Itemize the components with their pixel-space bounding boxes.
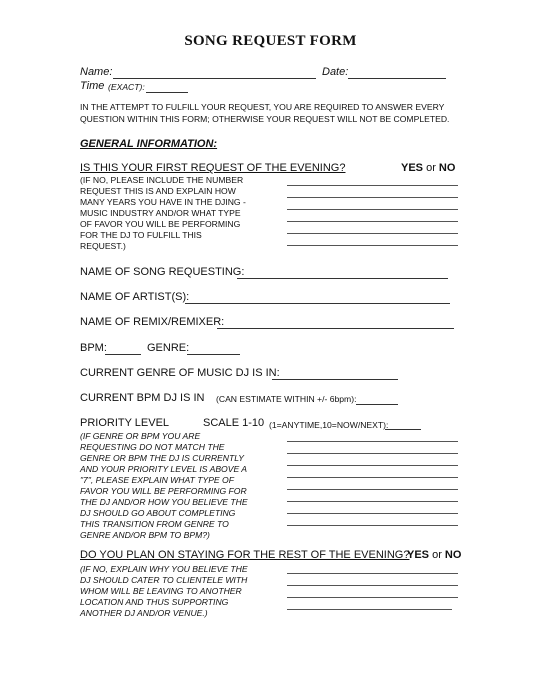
- note-line: THIS TRANSITION FROM GENRE TO: [80, 519, 229, 529]
- no-option[interactable]: NO: [444, 549, 462, 561]
- note-line: AND YOUR PRIORITY LEVEL IS ABOVE A: [80, 464, 247, 474]
- priority-answer-line[interactable]: [287, 441, 458, 442]
- first-request-answer-line[interactable]: [287, 185, 458, 186]
- first-request-choice[interactable]: [401, 162, 455, 174]
- stay-note: [80, 564, 280, 619]
- artist-label: NAME OF ARTIST(S):: [80, 291, 190, 303]
- note-line: DJ SHOULD CATER TO CLIENTELE WITH: [80, 575, 248, 585]
- note-line: (IF GENRE OR BPM YOU ARE: [80, 431, 201, 441]
- priority-answer-line[interactable]: [287, 477, 458, 478]
- yes-option[interactable]: YES: [407, 549, 430, 561]
- note-line: REQUEST THIS IS AND EXPLAIN HOW: [80, 186, 236, 196]
- first-request-answer-line[interactable]: [287, 209, 458, 210]
- yes-option[interactable]: YES: [401, 162, 424, 174]
- remix-field[interactable]: [217, 328, 454, 329]
- priority-label: PRIORITY LEVEL: [80, 417, 170, 429]
- note-line: FOR THE DJ TO FULFILL THIS: [80, 230, 202, 240]
- priority-answer-line[interactable]: [287, 525, 458, 526]
- name-field[interactable]: [113, 78, 316, 79]
- song-field[interactable]: [237, 278, 448, 279]
- note-line: MANY YEARS YOU HAVE IN THE DJING -: [80, 197, 246, 207]
- first-request-answer-line[interactable]: [287, 197, 458, 198]
- note-line: (IF NO, EXPLAIN WHY YOU BELIEVE THE: [80, 564, 248, 574]
- song-label: NAME OF SONG REQUESTING:: [80, 266, 245, 278]
- current-genre-field[interactable]: [272, 379, 398, 380]
- genre-field[interactable]: [187, 354, 240, 355]
- bpm-label: BPM:: [80, 342, 107, 354]
- or-text: or: [426, 162, 436, 174]
- priority-answer-line[interactable]: [287, 453, 458, 454]
- time-exact-label: (EXACT):: [108, 82, 145, 92]
- stay-question: DO YOU PLAN ON STAYING FOR THE REST OF THE EVENING?: [80, 549, 410, 561]
- priority-answer-line[interactable]: [287, 489, 458, 490]
- time-label: Time: [80, 80, 105, 92]
- note-line: MUSIC INDUSTRY AND/OR WHAT TYPE: [80, 208, 241, 218]
- stay-choice[interactable]: [407, 549, 461, 561]
- note-line: REQUEST.): [80, 241, 126, 251]
- note-line: (IF NO, PLEASE INCLUDE THE NUMBER: [80, 175, 244, 185]
- stay-answer-line[interactable]: [287, 573, 458, 574]
- scale-note: (1=ANYTIME,10=NOW/NEXT):: [269, 420, 389, 430]
- stay-answer-line[interactable]: [287, 597, 458, 598]
- first-request-answer-line[interactable]: [287, 233, 458, 234]
- note-line: LOCATION AND THUS SUPPORTING: [80, 597, 229, 607]
- stay-answer-line[interactable]: [287, 585, 458, 586]
- remix-label: NAME OF REMIX/REMIXER:: [80, 316, 225, 328]
- intro-line-1: IN THE ATTEMPT TO FULFILL YOUR REQUEST, YOU ARE REQUIRED TO ANSWER EVERY: [80, 102, 445, 112]
- note-line: REQUESTING DO NOT MATCH THE: [80, 442, 225, 452]
- bpm-field[interactable]: [105, 354, 141, 355]
- note-line: ANOTHER DJ AND/OR VENUE.): [80, 608, 208, 618]
- form-title: SONG REQUEST FORM: [184, 33, 357, 49]
- first-request-note: [80, 175, 280, 252]
- note-line: DJ SHOULD GO ABOUT COMPLETING: [80, 508, 236, 518]
- first-request-answer-line[interactable]: [287, 221, 458, 222]
- current-bpm-note: (CAN ESTIMATE WITHIN +/- 6bpm):: [216, 394, 357, 404]
- genre-label: GENRE:: [147, 342, 190, 354]
- first-request-question: IS THIS YOUR FIRST REQUEST OF THE EVENING?: [80, 162, 346, 174]
- note-line: WHOM WILL BE LEAVING TO ANOTHER: [80, 586, 242, 596]
- priority-field[interactable]: [385, 429, 421, 430]
- note-line: GENRE AND/OR BPM TO BPM?): [80, 530, 210, 540]
- note-line: OF FAVOR YOU WILL BE PERFORMING: [80, 219, 241, 229]
- name-label: Name:: [80, 66, 113, 78]
- artist-field[interactable]: [185, 303, 450, 304]
- priority-answer-line[interactable]: [287, 465, 458, 466]
- scale-label: SCALE 1-10: [203, 417, 265, 429]
- first-request-answer-line[interactable]: [287, 245, 458, 246]
- priority-note: [80, 431, 280, 541]
- stay-answer-line[interactable]: [287, 609, 452, 610]
- note-line: GENRE OR BPM THE DJ IS CURRENTLY: [80, 453, 244, 463]
- time-field[interactable]: [146, 92, 188, 93]
- priority-answer-line[interactable]: [287, 513, 458, 514]
- current-bpm-label: CURRENT BPM DJ IS IN: [80, 392, 205, 404]
- section-general-information: GENERAL INFORMATION:: [80, 138, 218, 150]
- priority-answer-line[interactable]: [287, 501, 458, 502]
- current-genre-label: CURRENT GENRE OF MUSIC DJ IS IN:: [80, 367, 280, 379]
- or-text: or: [432, 549, 442, 561]
- note-line: FAVOR YOU WILL BE PERFORMING FOR: [80, 486, 247, 496]
- current-bpm-field[interactable]: [356, 404, 398, 405]
- intro-line-2: QUESTION WITHIN THIS FORM; OTHERWISE YOUR REQUEST WILL NOT BE COMPLETED.: [80, 114, 450, 124]
- note-line: THE DJ AND/OR HOW YOU BELIEVE THE: [80, 497, 248, 507]
- no-option[interactable]: NO: [438, 162, 456, 174]
- date-label: Date:: [322, 66, 349, 78]
- note-line: "7", PLEASE EXPLAIN WHAT TYPE OF: [80, 475, 234, 485]
- date-field[interactable]: [348, 78, 446, 79]
